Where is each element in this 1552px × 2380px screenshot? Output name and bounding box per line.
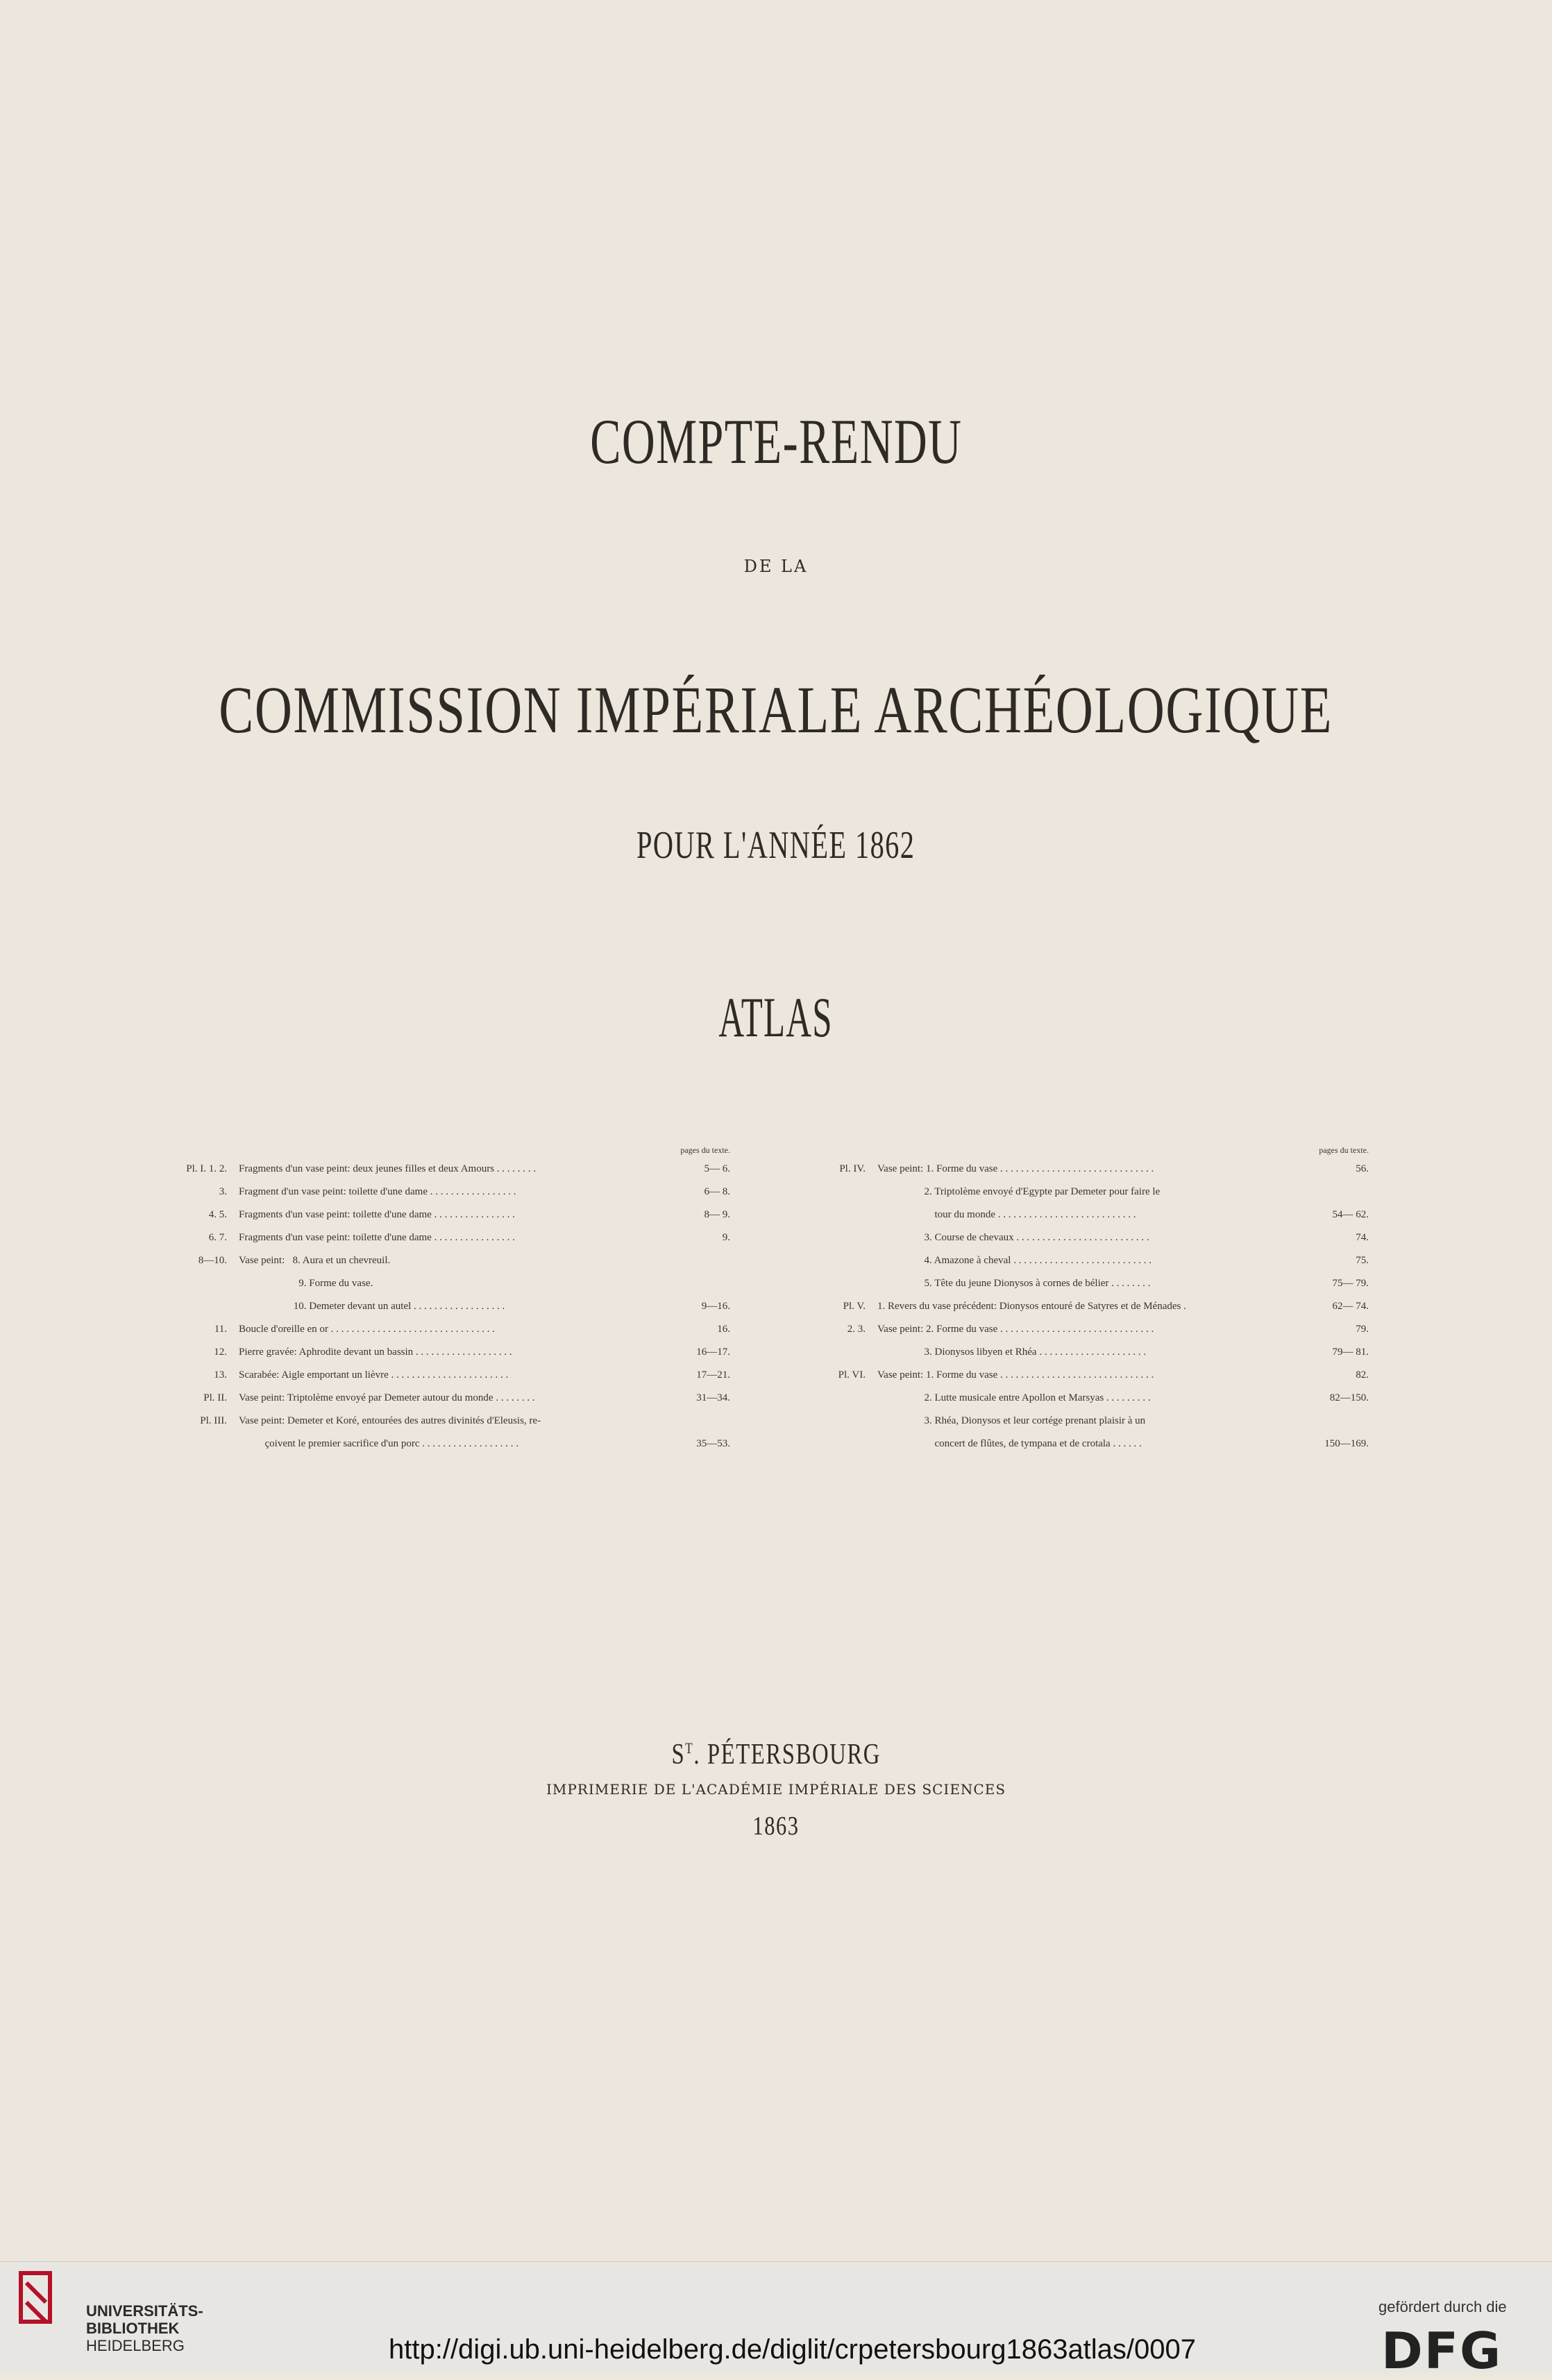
toc-page-range: 54— 62. (1332, 1209, 1369, 1220)
title-atlas: ATLAS (718, 986, 834, 1049)
library-name: UNIVERSITÄTS- BIBLIOTHEK HEIDELBERG (86, 2302, 203, 2354)
dfg-logo: DFG (1381, 2322, 1503, 2380)
toc-left-column (154, 1145, 730, 1465)
toc-entry-text: Vase peint: 2. Forme du vase . . . . . . . . . . . . . . . . . . . . . . . . . . . . . . (877, 1324, 1154, 1335)
toc-page-range: 31—34. (696, 1392, 730, 1403)
toc-plate-number: 13. (214, 1369, 227, 1381)
toc-plate-number: 3. (219, 1186, 227, 1197)
toc-entry-text: concert de flûtes, de tympana et de crotala . . . . . . (877, 1438, 1142, 1449)
toc-right-column (793, 1145, 1369, 1465)
toc-entry-text: 2. Triptolème envoyé d'Egypte par Demeter pour faire le (877, 1186, 1161, 1197)
title-de-la: DE LA (743, 557, 809, 576)
toc-page-range: 56. (1356, 1163, 1369, 1174)
toc-header: pages du texte. (680, 1145, 730, 1155)
toc-page-range: 9—16. (701, 1301, 730, 1312)
toc-page-range: 82—150. (1329, 1392, 1369, 1403)
toc-page-range: 75. (1356, 1255, 1369, 1266)
toc-entry-text: 1. Revers du vase précédent: Dionysos entouré de Satyres et de Ménades . (877, 1301, 1186, 1312)
toc-page-range: 17—21. (696, 1369, 730, 1381)
sponsor-text: gefördert durch die (1378, 2298, 1507, 2315)
toc-plate-number: Pl. II. (203, 1392, 227, 1403)
toc-entry-text: Vase peint: Triptolème envoyé par Demeter autour du monde . . . . . . . . (239, 1392, 535, 1403)
toc-page-range: 35—53. (696, 1438, 730, 1449)
toc-page-range: 8— 9. (704, 1209, 730, 1220)
toc-entry-text: 9. Forme du vase. (239, 1278, 373, 1289)
toc-entry-text: Fragments d'un vase peint: toilette d'une dame . . . . . . . . . . . . . . . . (239, 1209, 515, 1220)
toc-entry-text: Vase peint: Demeter et Koré, entourées des autres divinités d'Eleusis, re- (239, 1415, 541, 1426)
title-compte-rendu: COMPTE-RENDU (589, 406, 963, 477)
toc-entry-text: tour du monde . . . . . . . . . . . . . . . . . . . . . . . . . . . (877, 1209, 1136, 1220)
toc-entry-text: Fragments d'un vase peint: toilette d'une dame . . . . . . . . . . . . . . . . (239, 1232, 515, 1243)
toc-entry-text: 4. Amazone à cheval . . . . . . . . . . . . . . . . . . . . . . . . . . . (877, 1255, 1152, 1266)
toc-page-range: 150—169. (1324, 1438, 1369, 1449)
toc-plate-number: Pl. IV. (839, 1163, 866, 1174)
imprint-press: IMPRIMERIE DE L'ACADÉMIE IMPÉRIALE DES SCIENCES (546, 1781, 1006, 1798)
toc-page-range: 16—17. (696, 1347, 730, 1358)
toc-entry-text: çoivent le premier sacrifice d'un porc . . . . . . . . . . . . . . . . . . . (239, 1438, 519, 1449)
toc-entry-text: Pierre gravée: Aphrodite devant un bassin . . . . . . . . . . . . . . . . . . . (239, 1347, 512, 1358)
toc-entry-text: Vase peint: 1. Forme du vase . . . . . . . . . . . . . . . . . . . . . . . . . . . . . . (877, 1369, 1154, 1381)
toc-page-range: 16. (717, 1324, 730, 1335)
toc-entry-text: 10. Demeter devant un autel . . . . . . . . . . . . . . . . . . (239, 1301, 505, 1312)
toc-entry-text: 5. Tête du jeune Dionysos à cornes de bélier . . . . . . . . (877, 1278, 1151, 1289)
toc-entry-text: 3. Dionysos libyen et Rhéa . . . . . . . . . . . . . . . . . . . . . (877, 1347, 1147, 1358)
toc-entry-text: Vase peint: 1. Forme du vase . . . . . . . . . . . . . . . . . . . . . . . . . . . . . . (877, 1163, 1154, 1174)
toc-plate-number: 6. 7. (208, 1232, 227, 1243)
toc-plate-number: 8—10. (198, 1255, 227, 1266)
toc-plate-number: Pl. III. (200, 1415, 227, 1426)
toc-page-range: 75— 79. (1332, 1278, 1369, 1289)
toc-entry-text: 3. Rhéa, Dionysos et leur cortége prenant plaisir à un (877, 1415, 1146, 1426)
toc-entry-text: Scarabée: Aigle emportant un lièvre . . . . . . . . . . . . . . . . . . . . . . . (239, 1369, 509, 1381)
toc-page-range: 9. (722, 1232, 730, 1243)
toc-plate-number: Pl. V. (843, 1301, 866, 1312)
toc-plate-number: Pl. VI. (838, 1369, 866, 1381)
university-logo-icon (18, 2269, 62, 2333)
toc-plate-number: 2. 3. (847, 1324, 866, 1335)
toc-page-range: 5— 6. (704, 1163, 730, 1174)
imprint-city: $S^T$. PÉTERSBOURG (671, 1739, 881, 1771)
toc-page-range: 79— 81. (1332, 1347, 1369, 1358)
toc-plate-number: 11. (214, 1324, 227, 1335)
toc-entry-text: Boucle d'oreille en or . . . . . . . . . . . . . . . . . . . . . . . . . . . . . . . . (239, 1324, 495, 1335)
toc-page-range: 82. (1356, 1369, 1369, 1381)
title-year: POUR L'ANNÉE 1862 (636, 824, 916, 867)
toc-header: pages du texte. (1319, 1145, 1369, 1155)
toc-entry-text: Vase peint: 8. Aura et un chevreuil. (239, 1255, 391, 1266)
imprint-year: 1863 (752, 1812, 800, 1841)
toc-entry-text: Fragments d'un vase peint: deux jeunes filles et deux Amours . . . . . . . . (239, 1163, 537, 1174)
toc-entry-text: 3. Course de chevaux . . . . . . . . . . . . . . . . . . . . . . . . . . (877, 1232, 1149, 1243)
toc-plate-number: 12. (214, 1347, 227, 1358)
title-commission: COMMISSION IMPÉRIALE ARCHÉOLOGIQUE (219, 673, 1333, 747)
toc-plate-number: Pl. I. 1. 2. (186, 1163, 227, 1174)
toc-entry-text: 2. Lutte musicale entre Apollon et Marsyas . . . . . . . . . (877, 1392, 1151, 1403)
toc-page-range: 79. (1356, 1324, 1369, 1335)
toc-entry-text: Fragment d'un vase peint: toilette d'une dame . . . . . . . . . . . . . . . . . (239, 1186, 516, 1197)
footer-bar (0, 2261, 1552, 2380)
toc-page-range: 6— 8. (704, 1186, 730, 1197)
toc-page-range: 74. (1356, 1232, 1369, 1243)
toc-plate-number: 4. 5. (208, 1209, 227, 1220)
source-url-link[interactable]: http://digi.ub.uni-heidelberg.de/diglit/crpetersbourg1863atlas/0007 (389, 2334, 1197, 2365)
toc-page-range: 62— 74. (1332, 1301, 1369, 1312)
